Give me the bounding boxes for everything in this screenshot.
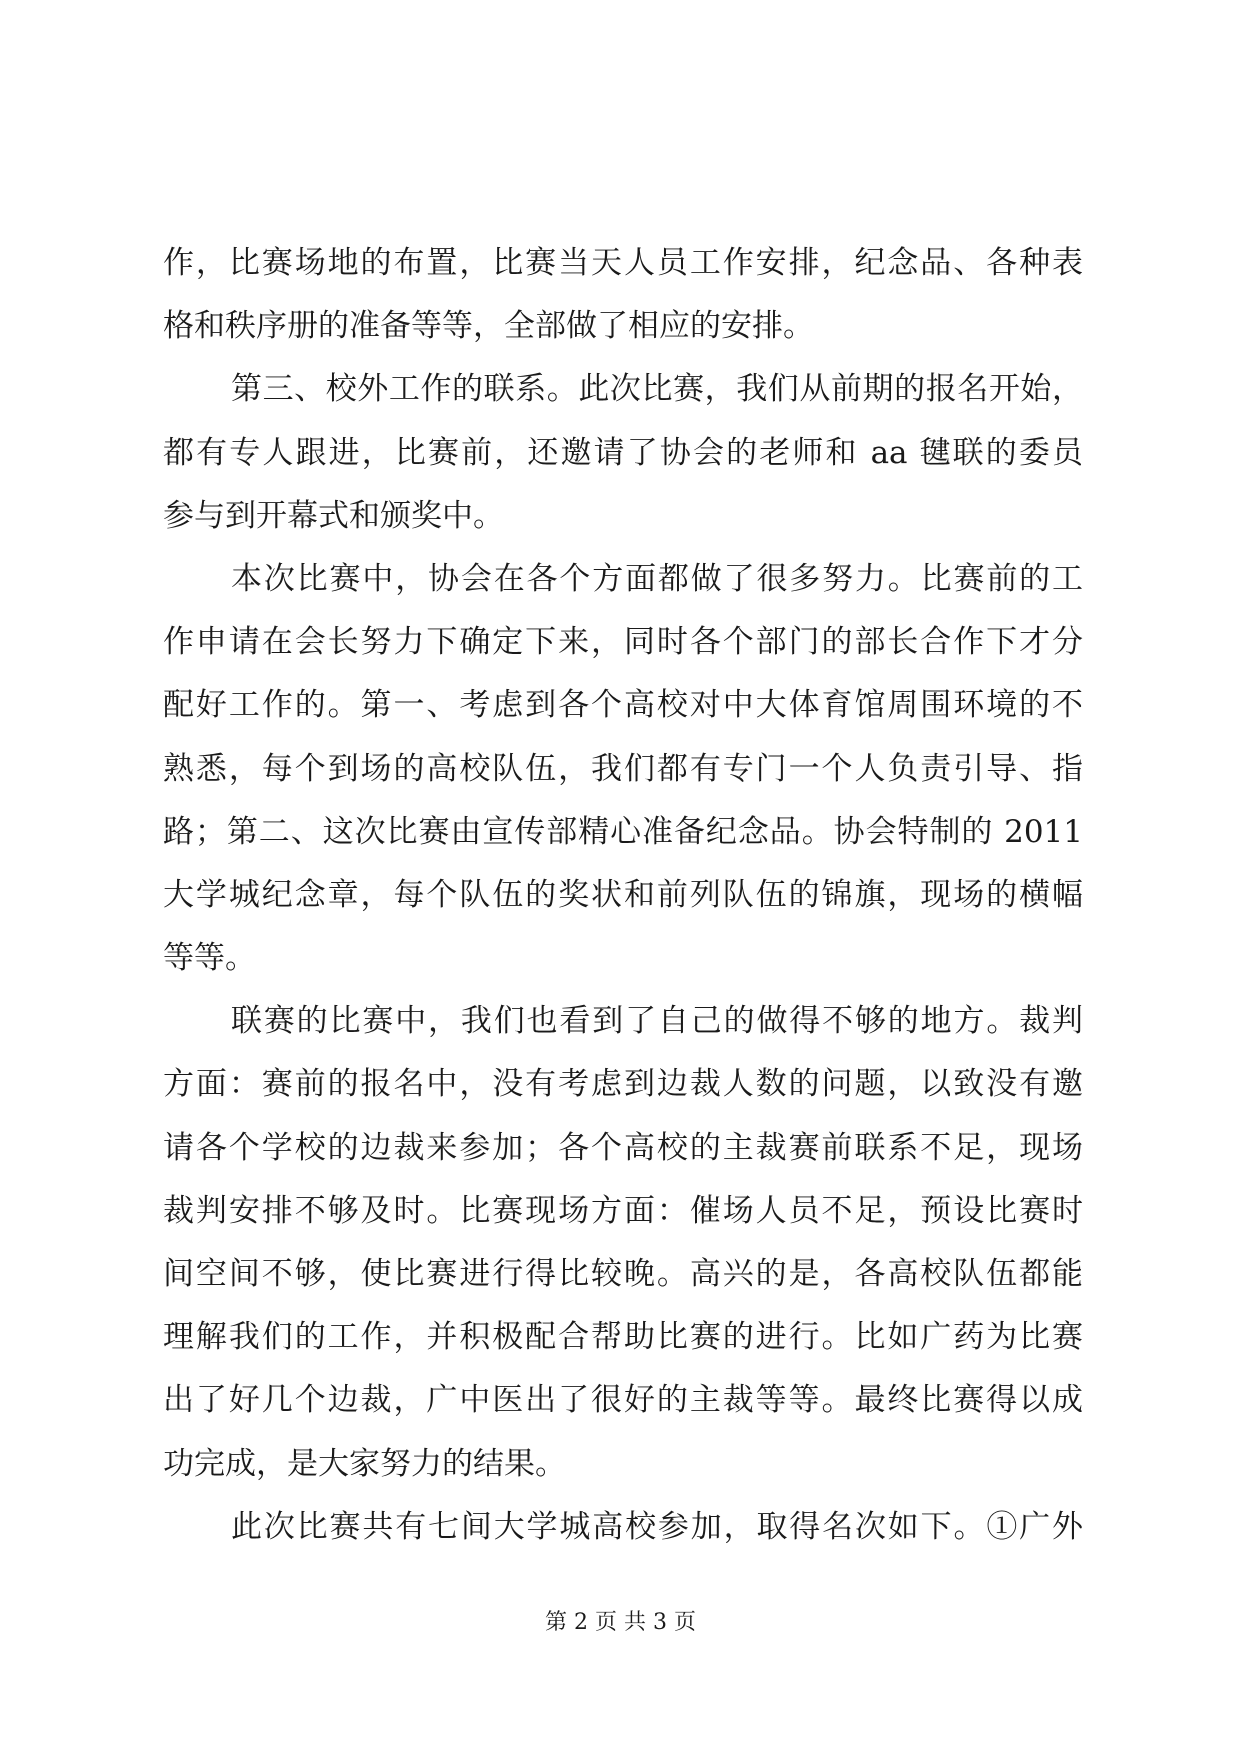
text-line: 联赛的比赛中，我们也看到了自己的做得不够的地方。裁判 bbox=[231, 1003, 1083, 1040]
text-line: 路；第二、这次比赛由宣传部精心准备纪念品。协会特制的 2011 bbox=[163, 813, 1083, 850]
text-line: 作，比赛场地的布置，比赛当天人员工作安排，纪念品、各种表 bbox=[163, 245, 1083, 281]
text-line: 出了好几个边裁，广中医出了很好的主裁等等。最终比赛得以成 bbox=[163, 1382, 1083, 1419]
text-line: 此次比赛共有七间大学城高校参加，取得名次如下。①广外 bbox=[231, 1508, 1083, 1545]
text-line: 功完成，是大家努力的结果。 bbox=[163, 1445, 566, 1482]
text-line: 等等。 bbox=[163, 940, 256, 977]
text-line: 参与到开幕式和颁奖中。 bbox=[163, 497, 504, 534]
text-line: 理解我们的工作，并积极配合帮助比赛的进行。比如广药为比赛 bbox=[163, 1319, 1083, 1356]
text-line: 间空间不够，使比赛进行得比较晚。高兴的是，各高校队伍都能 bbox=[163, 1256, 1083, 1292]
text-line: 大学城纪念章，每个队伍的奖状和前列队伍的锦旗，现场的横幅 bbox=[163, 876, 1083, 913]
text-line: 作申请在会长努力下确定下来，同时各个部门的部长合作下才分 bbox=[163, 624, 1083, 661]
text-line: 请各个学校的边裁来参加；各个高校的主裁赛前联系不足，现场 bbox=[163, 1129, 1083, 1166]
text-line: 本次比赛中，协会在各个方面都做了很多努力。比赛前的工 bbox=[231, 560, 1083, 597]
text-line: 方面：赛前的报名中，没有考虑到边裁人数的问题，以致没有邀 bbox=[163, 1066, 1083, 1103]
text-line: 第三、校外工作的联系。此次比赛，我们从前期的报名开始， bbox=[231, 371, 1083, 408]
text-line: 都有专人跟进，比赛前，还邀请了协会的老师和 aa 毽联的委员 bbox=[163, 434, 1083, 471]
text-line: 格和秩序册的准备等等，全部做了相应的安排。 bbox=[163, 308, 814, 345]
text-line: 熟悉，每个到场的高校队伍，我们都有专门一个人负责引导、指 bbox=[163, 750, 1083, 787]
text-line: 裁判安排不够及时。比赛现场方面：催场人员不足，预设比赛时 bbox=[163, 1192, 1083, 1229]
text-line: 配好工作的。第一、考虑到各个高校对中大体育馆周围环境的不 bbox=[163, 687, 1083, 724]
body-text bbox=[163, 232, 1083, 1559]
page-footer: 第 2 页 共 3 页 bbox=[545, 1610, 696, 1635]
